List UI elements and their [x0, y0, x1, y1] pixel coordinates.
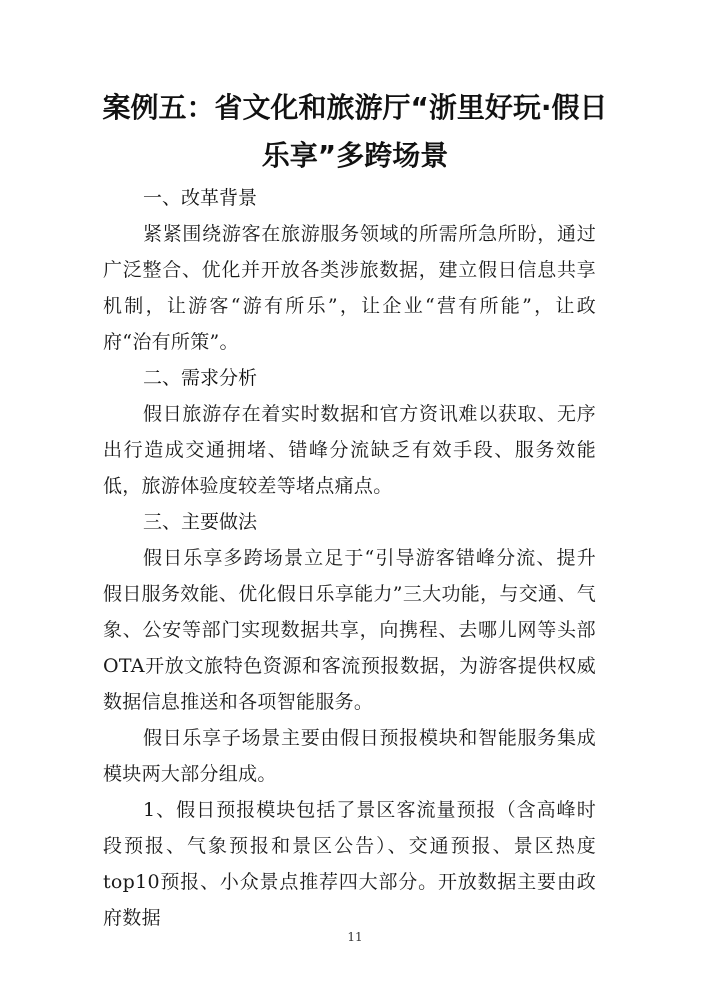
paragraph-needs-analysis: 假日旅游存在着实时数据和官方资讯难以获取、无序出行造成交通拥堵、错峰分流缺乏有效手段、服务效能低，旅游体验度较差等堵点痛点。: [103, 403, 596, 497]
paragraph-main-approach-1: 假日乐享多跨场景立足于“引导游客错峰分流、提升假日服务效能、优化假日乐享能力”三大功能，与交通、气象、公安等部门实现数据共享，向携程、去哪儿网等头部OTA开放文旅特色资源和客流预报数据，为游客提供权威数据信息推送和各项智能服务。: [103, 547, 596, 713]
document-title: [100, 84, 610, 180]
paragraph-main-approach-2: 假日乐享子场景主要由假日预报模块和智能服务集成模块两大部分组成。: [103, 727, 596, 785]
section-heading-main-approach: 三、主要做法: [143, 511, 258, 533]
title-line-1: 案例五：省文化和旅游厅“浙里好玩·假日: [102, 91, 608, 124]
document-body: [103, 180, 596, 936]
title-line-2: 乐享”多跨场景: [261, 139, 449, 172]
paragraph-main-approach-3: 1、假日预报模块包括了景区客流量预报（含高峰时段预报、气象预报和景区公告）、交通预报、景区热度top10预报、小众景点推荐四大部分。开放数据主要由政府数据: [103, 799, 596, 929]
paragraph-background: 紧紧围绕游客在旅游服务领域的所需所急所盼，通过广泛整合、优化并开放各类涉旅数据，建立假日信息共享机制，让游客“游有所乐”，让企业“营有所能”，让政府“治有所策”。: [103, 223, 596, 353]
page-number: 11: [347, 930, 363, 944]
section-heading-needs-analysis: 二、需求分析: [143, 367, 258, 389]
section-heading-background: 一、改革背景: [143, 187, 258, 209]
